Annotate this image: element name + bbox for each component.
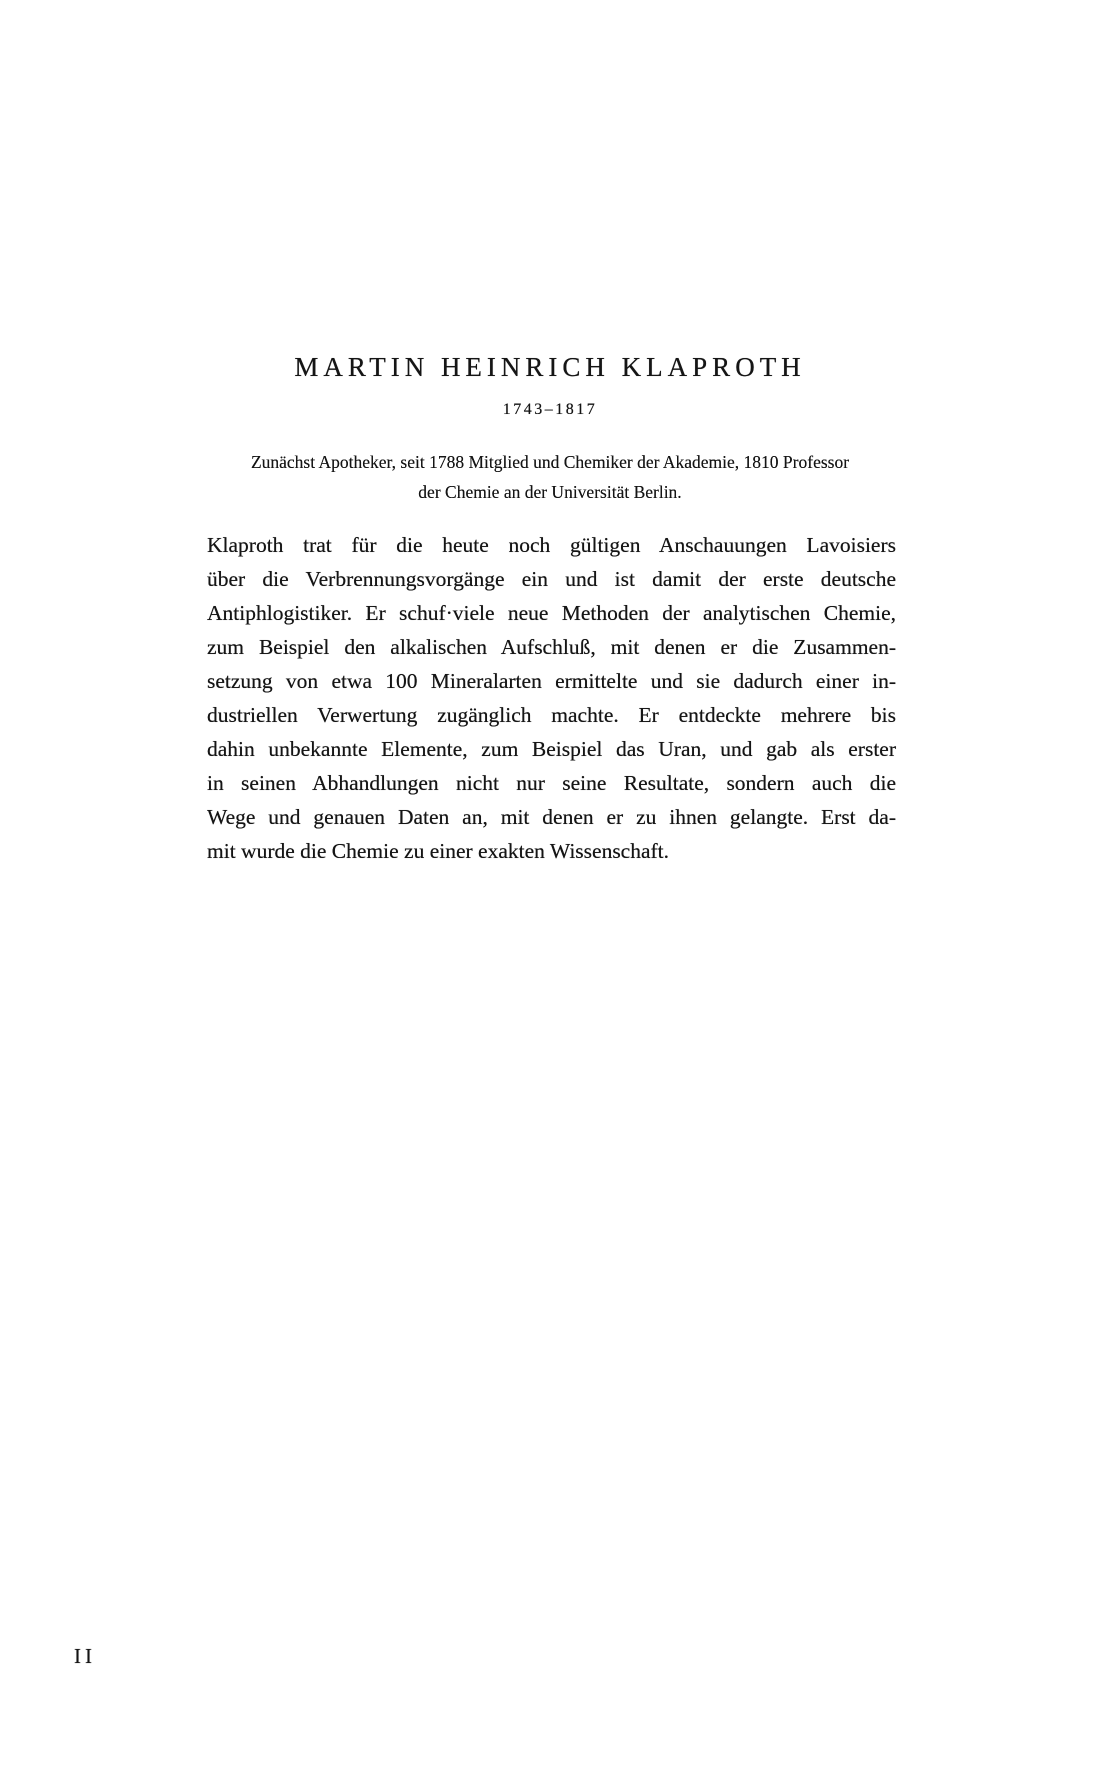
- text-line: über die Verbrennungsvorgänge ein und ist damit der erste deutsche: [207, 567, 896, 591]
- page-title: MARTIN HEINRICH KLAPROTH: [294, 352, 806, 382]
- body-paragraph: [207, 528, 896, 868]
- text-line: dahin unbekannte Elemente, zum Beispiel das Uran, und gab als erster: [207, 737, 896, 761]
- text-line: Antiphlogistiker. Er schuf·viele neue Methoden der analytischen Chemie,: [207, 601, 896, 625]
- text-line: Zunächst Apotheker, seit 1788 Mitglied und Chemiker der Akademie, 1810 Professor: [250, 452, 850, 472]
- text-line: setzung von etwa 100 Mineralarten ermittelte und sie dadurch einer in-: [207, 669, 896, 693]
- text-line: mit wurde die Chemie zu einer exakten Wissenschaft.: [207, 839, 670, 863]
- text-line: Wege und genauen Daten an, mit denen er zu ihnen gelangte. Erst da-: [207, 805, 896, 829]
- text-line: dustriellen Verwertung zugänglich machte. Er entdeckte mehrere bis: [207, 703, 896, 727]
- text-line: zum Beispiel den alkalischen Aufschluß, mit denen er die Zusammen-: [207, 635, 896, 659]
- life-dates: 1743–1817: [502, 401, 598, 418]
- text-line: Klaproth trat für die heute noch gültigen Anschauungen Lavoisiers: [207, 533, 896, 557]
- page-number: II: [74, 1644, 96, 1668]
- text-line: in seinen Abhandlungen nicht nur seine Resultate, sondern auch die: [207, 771, 896, 795]
- biography-subtitle: [100, 447, 1000, 507]
- text-line: der Chemie an der Universität Berlin.: [418, 482, 682, 502]
